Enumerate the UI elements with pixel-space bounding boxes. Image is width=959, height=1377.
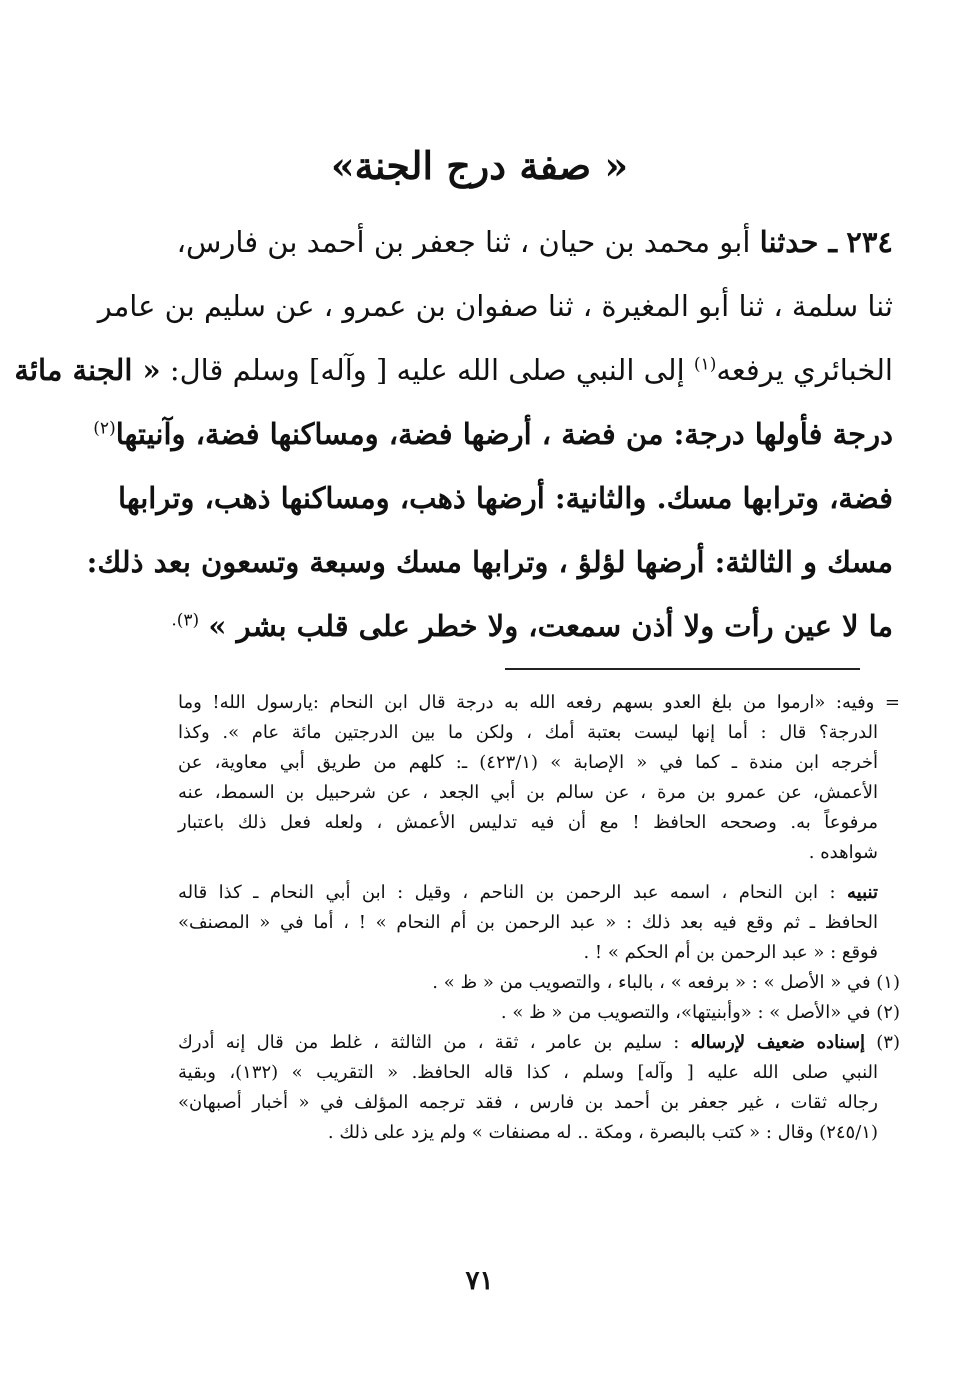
footnote-3-text: : سليم بن عامر ، ثقة ، من الثالثة ، غلط من قال إنه أدرك <box>178 1032 680 1053</box>
footnote-continuation-line: شواهده . <box>808 842 878 863</box>
hadith-line-7 <box>171 594 893 658</box>
spacer <box>178 868 900 878</box>
hadith-line-3-bold: « الجنة مائة <box>14 353 161 387</box>
hadith-line-1-text: أبو محمد بن حيان ، ثنا جعفر بن أحمد بن فارس، <box>176 225 751 259</box>
footnote-continuation-line: الأعمش، عن عمرو بن مرة ، عن سالم بن أبي الجعد ، عن شرحبيل بن السمط، عنه <box>178 782 878 803</box>
hadith-line-2: ثنا سلمة ، ثنا أبو المغيرة ، ثنا صفوان بن عمرو ، عن سليم بن عامر <box>97 289 893 323</box>
tanbih-text: : ابن النحام ، اسمه عبد الرحمن بن الناحم ، وقيل : ابن أبي النحام ـ كذا قاله <box>178 882 836 903</box>
footnote-3-number: (٣) <box>876 1032 900 1053</box>
footnote-continuation-line: أخرجه ابن مندة ـ كما في « الإصابة » (٤٢٣/١) ـ: كلهم من طريق أبي معاوية، عن <box>178 752 878 773</box>
hadith-line-1 <box>178 210 893 274</box>
hadith-line-4-text: درجة فأولها درجة: من فضة ، أرضها فضة، ومساكنها فضة، وآنيتها <box>115 417 893 451</box>
chapter-title: « صفة درج الجنة» <box>330 143 629 188</box>
hadith-line-6: مسك و الثالثة: أرضها لؤلؤ ، وترابها مسك وسبعة وتسعون بعد ذلك: <box>86 545 893 579</box>
footnote-3-line: (٢٤٥/١) وقال : « كتب بالبصرة ، ومكة .. له مصنفات » ولم يزد على ذلك . <box>327 1122 878 1143</box>
footnote-continuation-line: الدرجة؟ قال : أما إنها ليست بعتبة أمك ، ولكن ما بين الدرجتين مائة عام ». وكذا <box>178 722 878 743</box>
footnote-ref-3[interactable]: (٣). <box>171 610 200 631</box>
hadith-intro: ـ حدثنا <box>759 225 838 259</box>
footnote-continuation-line: = وفيه: «ارموا من بلغ العدو بسهم رفعه الله به درجة قال ابن النحام :يارسول الله! وما <box>178 692 900 713</box>
tanbih-line: فوقع : « عبد الرحمن بن أم الحكم » ! . <box>583 942 878 963</box>
tanbih-line <box>178 878 900 908</box>
hadith-line-7-text: ما لا عين رأت ولا أذن سمعت، ولا خطر على قلب بشر » <box>208 609 893 643</box>
footnote-3-line <box>178 1028 900 1058</box>
footnote-ref-1[interactable]: (١) <box>693 354 717 375</box>
hadith-number: ٢٣٤ <box>846 225 893 259</box>
hadith-line-5: فضة، وترابها مسك. والثانية: أرضها ذهب، ومساكنها ذهب، وترابها <box>118 481 893 515</box>
page-number: ٧١ <box>465 1266 494 1296</box>
footnotes <box>178 688 900 1148</box>
hadith-line-4 <box>93 402 893 466</box>
footnote-ref-2[interactable]: (٢) <box>93 418 116 439</box>
hadith-line-3-text: الخبائري يرفعه <box>716 353 893 387</box>
footnote-2: (٢) في «الأصل » : «وأبنيتها»، والتصويب من « ظ » . <box>500 1002 900 1023</box>
footnote-separator <box>505 668 860 670</box>
tanbih-label: تنبيه <box>847 882 878 903</box>
hadith-line-3 <box>14 338 893 402</box>
tanbih-line: الحافظ ـ ثم وقع فيه بعد ذلك : « عبد الرحمن بن أم النحام » ! ، أما في « المصنف» <box>178 912 878 933</box>
footnote-3-line: رجاله ثقات ، غير جعفر بن أحمد بن فارس ، فقد ترجمه المؤلف في « أخبار أصبهان» <box>178 1092 878 1113</box>
footnote-3-line: النبي صلى الله عليه [ وآله] وسلم ، كذا قاله الحافظ. « التقريب » (١٣٢)، وبقية <box>178 1062 878 1083</box>
footnote-continuation-line: مرفوعاً به. وصححه الحافظ ! مع أن فيه تدليس الأعمش ، ولعله فعل ذلك باعتبار <box>178 812 878 833</box>
footnote-3-verdict: إسناده ضعيف لإرساله <box>690 1032 866 1053</box>
footnote-1: (١) في « الأصل » : « برفعه » ، بالباء ، والتصويب من « ظ » . <box>432 972 900 993</box>
hadith-text <box>14 210 893 658</box>
hadith-line-3-rest: إلى النبي صلى الله عليه [ وآله] وسلم قال: <box>169 353 685 387</box>
